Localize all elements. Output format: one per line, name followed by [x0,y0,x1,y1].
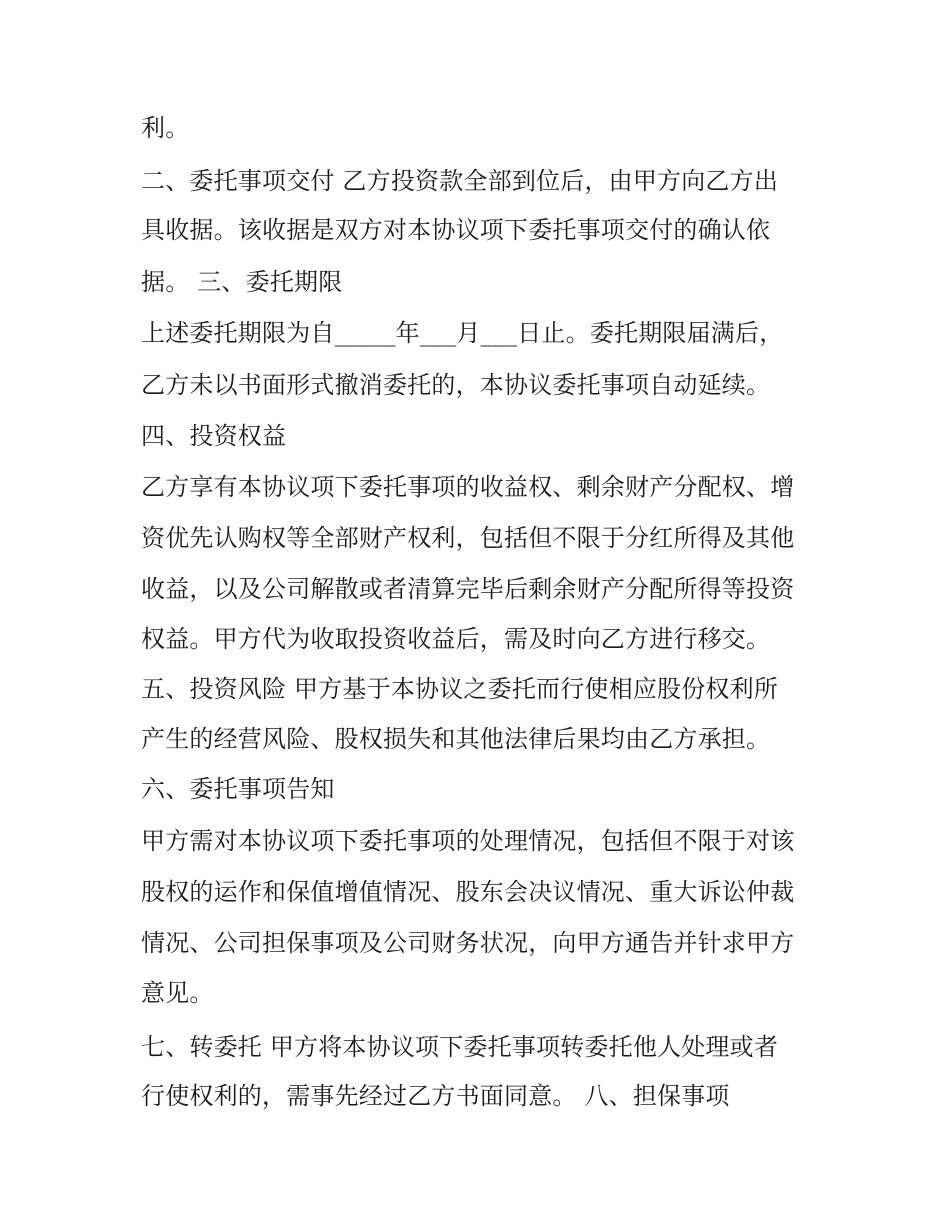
text-line: 乙方享有本协议项下委托事项的收益权、剩余财产分配权、增 [141,473,795,501]
text-line: 乙方未以书面形式撤消委托的，本协议委托事项自动延续。 [141,371,771,399]
text-line: 收益，以及公司解散或者清算完毕后剩余财产分配所得等投资 [141,575,795,603]
text-line: 意见。 [141,979,214,1007]
text-line: 二、委托事项交付 乙方投资款全部到位后，由甲方向乙方出 [141,167,779,195]
text-line: 行使权利的，需事先经过乙方书面同意。 八、担保事项 [141,1082,730,1110]
text-line: 五、投资风险 甲方基于本协议之委托而行使相应股份权利所 [141,675,779,703]
text-line: 股权的运作和保值增值情况、股东会决议情况、重大诉讼仲裁 [141,878,795,906]
text-line: 产生的经营风险、股权损失和其他法律后果均由乙方承担。 [141,725,771,753]
text-line: 上述委托期限为自_____年___月___日止。委托期限届满后， [141,319,784,347]
text-line: 利。 [141,114,190,142]
text-line: 具收据。该收据是双方对本协议项下委托事项交付的确认依 [141,216,771,244]
section-heading: 六、委托事项告知 [141,775,335,803]
text-line: 情况、公司担保事项及公司财务状况，向甲方通告并针求甲方 [141,929,795,957]
text-line: 权益。甲方代为收取投资收益后，需及时向乙方进行移交。 [141,625,771,653]
text-line: 资优先认购权等全部财产权利，包括但不限于分红所得及其他 [141,524,795,552]
text-line: 据。 三、委托期限 [141,268,343,296]
text-line: 七、转委托 甲方将本协议项下委托事项转委托他人处理或者 [141,1033,779,1061]
section-heading: 四、投资权益 [141,422,287,450]
text-line: 甲方需对本协议项下委托事项的处理情况，包括但不限于对该 [141,827,795,855]
